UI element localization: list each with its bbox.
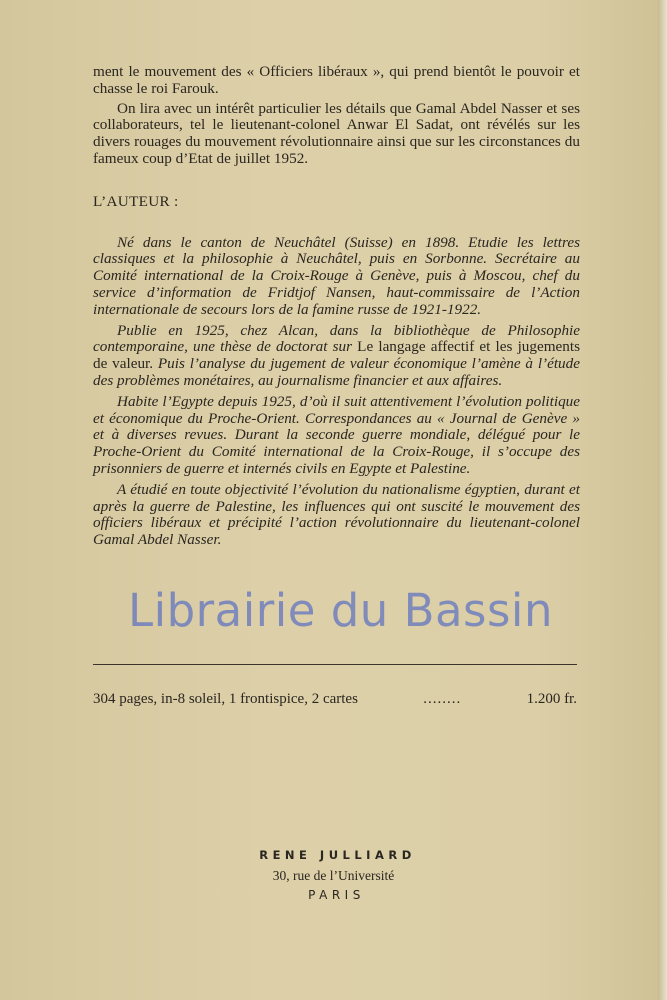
book-specs-line — [93, 691, 577, 708]
book-specs-description: 304 pages, in-8 soleil, 1 frontispice, 2 cartes — [93, 691, 358, 707]
publisher-address: 30, rue de l’Université — [272, 868, 395, 883]
publisher-name: RENE JULLIARD — [259, 848, 416, 862]
horizontal-divider — [93, 664, 577, 665]
author-bio-2-part-a: Publie en 1925, chez Alcan, dans la bibliothèque de Philosophie contemporaine, une thèse de doctorat sur — [93, 321, 580, 356]
publisher-city: PARIS — [308, 888, 365, 902]
thesis-title: Le langage affectif et les jugements de valeur. — [93, 338, 580, 373]
book-price: 1.200 fr. — [526, 691, 577, 707]
author-bio-paragraph-1: Né dans le canton de Neuchâtel (Suisse) en 1898. Etudie les lettres classiques et la philosophie à Neuchâtel, puis en Sorbonne. Secrétaire au Comité international de la Croix-Rouge à Genève, puis à Moscou, chef du service d’information de Fridtjof Nansen, haut-commissaire de l’Action internationale de secours lors de la famine russe de 1921-1922. — [93, 233, 580, 318]
publisher-block — [0, 848, 667, 902]
text-body — [93, 64, 580, 553]
author-bio-paragraph-3: Habite l’Egypte depuis 1925, d’où il suit attentivement l’évolution politique et économique du Proche-Orient. Correspondances au « Journal de Genève » et à diverses revues. Durant la seconde guerre mondiale, délégué pour le Proche-Orient du Comité international de la Croix-Rouge, il s’occupe des prisonniers de guerre et internés civils en Egypte et Palestine. — [93, 392, 580, 477]
author-bio-paragraph-2 — [93, 323, 580, 390]
author-bio-2-part-c: Puis l’analyse du jugement de valeur économique l’amène à l’étude des problèmes monétaires, au journalisme financier et aux affaires. — [93, 355, 580, 389]
author-bio-paragraph-4: A étudié en toute objectivité l’évolution du nationalisme égyptien, durant et après la guerre de Palestine, les influences qui ont suscité le mouvement des officiers libéraux et précipité l’action révolutionnaire du lieutenant-colonel Gamal Abdel Nasser. — [93, 480, 580, 549]
intro-paragraph-1: ment le mouvement des « Officiers libéraux », qui prend bientôt le pouvoir et chasse le roi Farouk. — [93, 63, 580, 97]
bookseller-watermark: Librairie du Bassin — [128, 584, 553, 637]
leader-dots: ........ — [423, 691, 462, 707]
author-heading: L’AUTEUR : — [93, 192, 179, 210]
intro-paragraph-2: On lira avec un intérêt particulier les détails que Gamal Abdel Nasser et ses collaborateurs, tel le lieutenant-colonel Anwar El Sadat, ont révélés sur les divers rouages du mouvement révolutionnaire ainsi que sur les circonstances du fameux coup d’Etat de juillet 1952. — [93, 99, 580, 167]
